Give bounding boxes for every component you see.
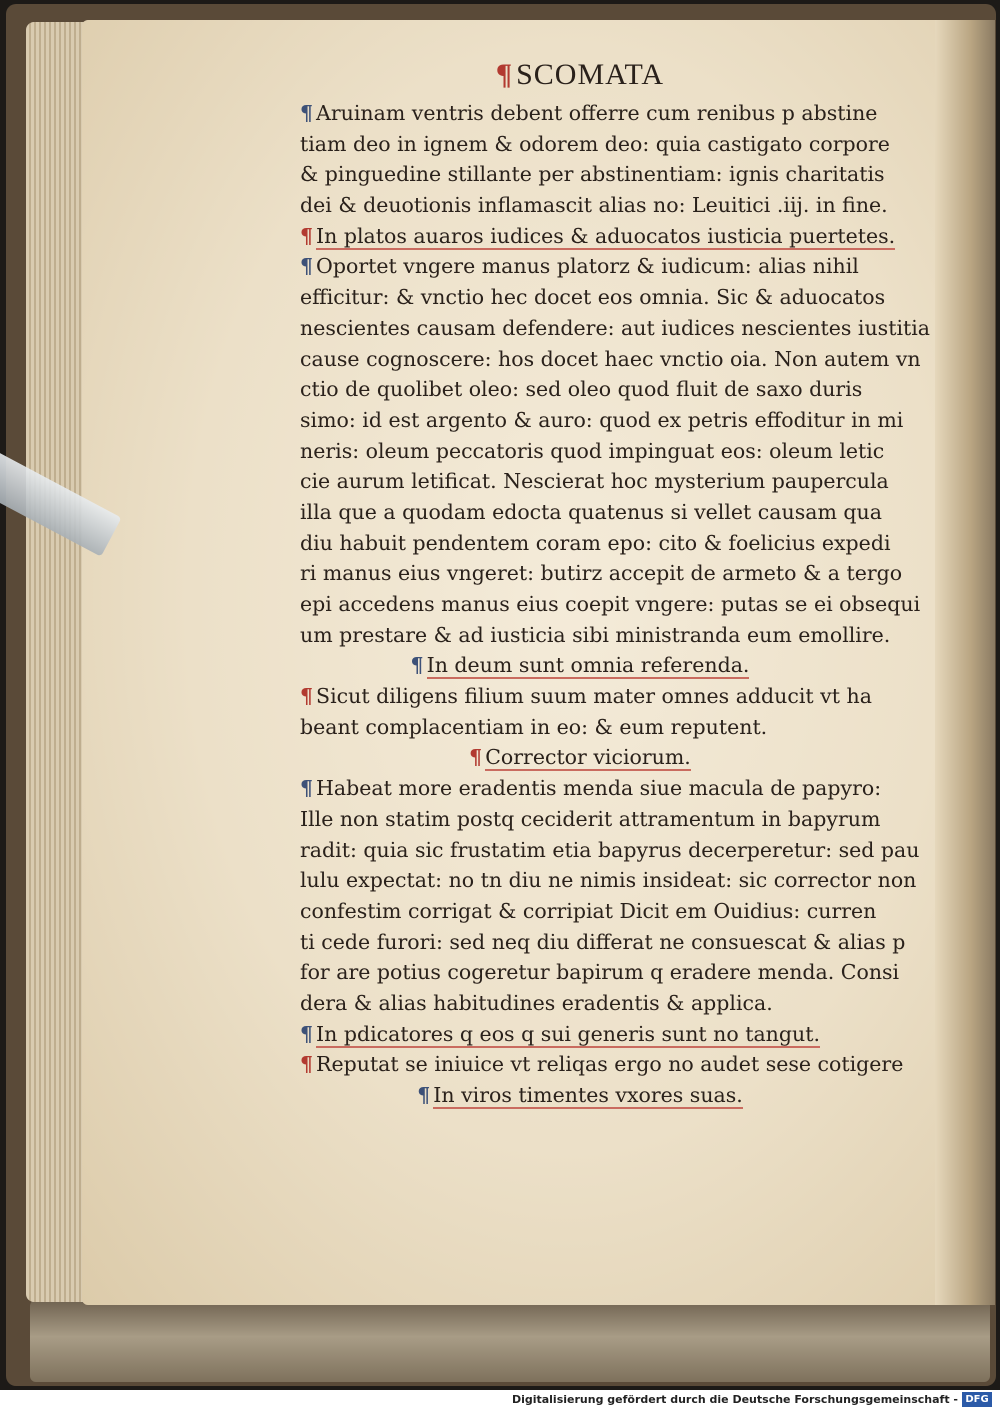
digitization-footer — [0, 1390, 1000, 1411]
text-line — [300, 773, 882, 804]
line-text: In platos auaros iudices & aduocatos iusticia puertetes. — [316, 223, 896, 248]
page-title-text: SCOMATA — [516, 58, 665, 91]
text-line — [300, 405, 904, 436]
line-text: lulu expectat: no tn diu ne nimis insideat: sic corrector non — [300, 868, 917, 893]
paragraph-mark-icon: ¶ — [410, 653, 424, 678]
line-text: illa que a quodam edocta quatenus si vellet causam qua — [300, 499, 882, 524]
text-line — [300, 896, 877, 927]
footer-credit: Digitalisierung gefördert durch die Deutsche Forschungsgemeinschaft - — [511, 1393, 958, 1406]
text-line — [300, 804, 881, 835]
paragraph-mark-icon: ¶ — [300, 1052, 314, 1077]
line-text: Corrector viciorum. — [485, 745, 691, 770]
line-text: radit: quia sic frustatim etia bapyrus decerperetur: sed pau — [300, 837, 920, 862]
text-line — [300, 374, 863, 405]
line-text: nescientes causam defendere: aut iudices nescientes iustitia — [300, 315, 931, 340]
text-line — [300, 620, 891, 651]
line-text: dera & alias habitudines eradentis & applica. — [300, 990, 773, 1015]
paragraph-mark-icon: ¶ — [495, 58, 514, 91]
text-line — [300, 988, 860, 1019]
text-line — [300, 1080, 860, 1111]
page-text — [300, 58, 931, 1111]
text-line — [300, 129, 890, 160]
line-text: Habeat more eradentis menda siue macula de papyro: — [316, 776, 882, 801]
text-line — [300, 712, 860, 743]
text-line — [300, 190, 888, 221]
text-line — [300, 1049, 904, 1080]
paragraph-mark-icon: ¶ — [300, 776, 314, 801]
cover-bottom-edge — [30, 1300, 990, 1382]
line-text: Ille non statim postq ceciderit attramentum in bapyrum — [300, 806, 881, 831]
text-line — [300, 865, 917, 896]
line-text: In pdicatores q eos q sui generis sunt no tangut. — [316, 1021, 820, 1046]
text-lines — [300, 98, 931, 1111]
paragraph-mark-icon: ¶ — [300, 223, 314, 248]
line-text: cause cognoscere: hos docet haec vnctio oia. Non autem vn — [300, 346, 921, 371]
text-line — [300, 589, 921, 620]
text-line — [300, 98, 878, 129]
paragraph-mark-icon: ¶ — [300, 684, 314, 709]
paragraph-mark-icon: ¶ — [300, 101, 314, 125]
paragraph-mark-icon: ¶ — [417, 1083, 431, 1107]
line-text: In deum sunt omnia referenda. — [426, 653, 750, 678]
line-text: dei & deuotionis inflamascit alias no: Leuitici .iij. in fine. — [300, 193, 888, 218]
text-line — [300, 221, 896, 252]
text-line — [300, 558, 903, 589]
line-text: ctio de quolibet oleo: sed oleo quod fluit de saxo duris — [300, 377, 863, 402]
text-line — [300, 681, 872, 712]
line-text: confestim corrigat & corripiat Dicit em Ouidius: curren — [300, 898, 877, 923]
text-line — [300, 957, 900, 988]
line-text: for are potius cogeretur bapirum q eradere menda. Consi — [300, 960, 900, 985]
text-line — [300, 282, 886, 313]
text-line — [300, 528, 891, 559]
line-text: cie aurum letificat. Nescierat hoc mysterium paupercula — [300, 469, 889, 494]
paragraph-mark-icon: ¶ — [469, 745, 483, 770]
line-text: simo: id est argento & auro: quod ex petris effoditur in mi — [300, 407, 904, 432]
line-text: ti cede furori: sed neq diu differat ne consuescat & alias p — [300, 929, 906, 954]
text-line — [300, 1019, 860, 1050]
line-text: diu habuit pendentem coram epo: cito & foelicius expedi — [300, 530, 891, 555]
text-line — [300, 742, 860, 773]
text-line — [300, 436, 885, 467]
line-text: Oportet vngere manus platorz & iudicum: alias nihil — [316, 254, 859, 279]
text-line — [300, 159, 885, 190]
text-line — [300, 344, 921, 375]
line-text: um prestare & ad iusticia sibi ministranda eum emollire. — [300, 622, 891, 647]
page-gutter — [935, 20, 995, 1305]
line-text: tiam deo in ignem & odorem deo: quia castigato corpore — [300, 131, 890, 156]
line-text: neris: oleum peccatoris quod impinguat eos: oleum letic — [300, 438, 885, 463]
paragraph-mark-icon: ¶ — [300, 254, 314, 279]
text-line — [300, 927, 906, 958]
line-text: epi accedens manus eius coepit vngere: putas se ei obsequi — [300, 592, 921, 616]
line-text: efficitur: & vnctio hec docet eos omnia. Sic & aduocatos — [300, 285, 886, 310]
dfg-logo: DFG — [962, 1392, 992, 1407]
text-line — [300, 466, 889, 497]
line-text: beant complacentiam in eo: & eum reputent. — [300, 714, 768, 739]
text-line — [300, 251, 860, 282]
text-line — [300, 835, 920, 866]
text-line — [300, 650, 860, 681]
line-text: ri manus eius vngeret: butirz accepit de armeto & a tergo — [300, 561, 903, 586]
line-text: & pinguedine stillante per abstinentiam: ignis charitatis — [300, 162, 885, 187]
line-text: Reputat se iniuice vt reliqas ergo no audet sese cotigere — [316, 1052, 904, 1077]
text-line — [300, 497, 882, 528]
paragraph-mark-icon: ¶ — [300, 1021, 314, 1046]
line-text: In viros timentes vxores suas. — [433, 1083, 743, 1107]
text-line — [300, 313, 931, 344]
line-text: Sicut diligens filium suum mater omnes adducit vt ha — [316, 684, 872, 709]
page-title — [300, 58, 860, 92]
line-text: Aruinam ventris debent offerre cum renibus p abstine — [316, 101, 878, 125]
